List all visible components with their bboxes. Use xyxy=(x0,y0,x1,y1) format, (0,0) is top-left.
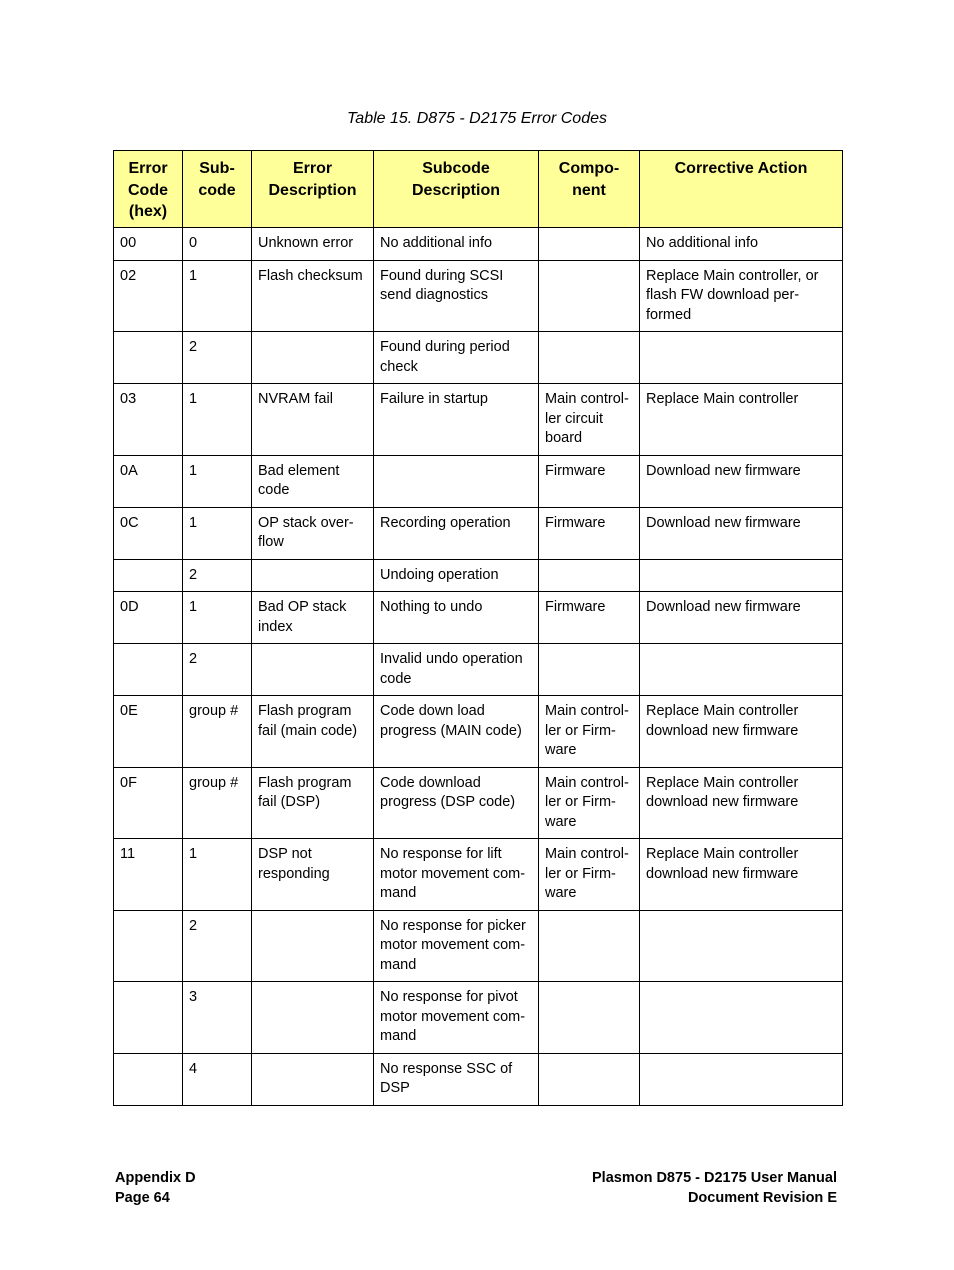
header-subcode-description-line: Description xyxy=(411,181,500,199)
cell-error-description-line: fail (DSP) xyxy=(258,794,321,810)
cell-corrective-action-line: formed xyxy=(646,306,692,323)
cell-subcode-description-line: mand xyxy=(380,1028,417,1044)
cell-component xyxy=(539,384,640,456)
cell-component-line: Firmware xyxy=(545,599,606,615)
table-row xyxy=(114,839,843,911)
cell-subcode-description-line: motor movement com- xyxy=(380,865,526,882)
cell-corrective-action-line: No additional info xyxy=(646,234,759,251)
header-error-description xyxy=(252,151,374,228)
table-row xyxy=(114,227,843,260)
table-row xyxy=(114,332,843,384)
cell-error-code-line: 0E xyxy=(120,703,138,719)
cell-subcode-description-line: Found during SCSI xyxy=(380,267,504,284)
header-component-line: nent xyxy=(572,181,606,199)
cell-subcode-description-line: motor movement com- xyxy=(380,1008,526,1025)
cell-subcode-description-line: progress (DSP code) xyxy=(380,794,516,810)
cell-component-line: ler or Firm- xyxy=(545,722,616,739)
footer-page-number: Page 64 xyxy=(115,1189,170,1206)
cell-subcode xyxy=(183,332,252,384)
cell-error-code xyxy=(114,260,183,332)
cell-subcode-line: 0 xyxy=(189,234,198,251)
header-component-line: Compo- xyxy=(558,160,620,177)
cell-component xyxy=(539,227,640,260)
cell-component xyxy=(539,592,640,644)
cell-corrective-action-line: Download new firmware xyxy=(646,514,801,531)
cell-error-code xyxy=(114,455,183,507)
cell-error-code-line: 03 xyxy=(120,391,137,407)
cell-corrective-action xyxy=(640,910,843,982)
cell-component xyxy=(539,260,640,332)
cell-subcode-line: 2 xyxy=(189,917,198,934)
cell-component-line: Main control- xyxy=(545,703,629,719)
cell-error-description xyxy=(252,982,374,1054)
cell-corrective-action xyxy=(640,839,843,911)
cell-component-line: ware xyxy=(545,742,577,758)
cell-corrective-action xyxy=(640,455,843,507)
cell-corrective-action-line: Replace Main controller xyxy=(646,846,799,862)
header-error-code-line: (hex) xyxy=(128,203,168,220)
cell-subcode-description-line: code xyxy=(380,670,412,687)
cell-error-code xyxy=(114,332,183,384)
footer-right xyxy=(592,1169,837,1208)
cell-subcode-description xyxy=(374,507,539,559)
cell-subcode-description-line: No response for lift xyxy=(380,846,502,862)
error-codes-table xyxy=(113,150,843,1106)
cell-subcode-line: 4 xyxy=(189,1060,198,1077)
cell-corrective-action-line: Replace Main controller xyxy=(646,703,799,719)
cell-subcode xyxy=(183,559,252,592)
table-row xyxy=(114,384,843,456)
cell-subcode-description xyxy=(374,227,539,260)
footer-appendix: Appendix D xyxy=(115,1170,196,1186)
cell-subcode-line: 1 xyxy=(189,462,198,479)
cell-corrective-action-line: Download new firmware xyxy=(646,599,801,615)
table-caption: Table 15. D875 - D2175 Error Codes xyxy=(347,110,607,127)
cell-error-code-line: 0F xyxy=(120,774,137,791)
cell-component xyxy=(539,455,640,507)
cell-component-line: board xyxy=(545,430,583,446)
cell-subcode-description-line: Invalid undo operation xyxy=(380,651,523,667)
table-row xyxy=(114,644,843,696)
cell-corrective-action xyxy=(640,559,843,592)
header-component xyxy=(539,151,640,228)
cell-corrective-action xyxy=(640,644,843,696)
footer-revision: Document Revision E xyxy=(687,1189,837,1206)
cell-error-description xyxy=(252,592,374,644)
cell-error-code xyxy=(114,910,183,982)
cell-component xyxy=(539,644,640,696)
cell-component-line: ler or Firm- xyxy=(545,794,616,810)
cell-error-description-line: fail (main code) xyxy=(258,722,358,739)
header-error-description-line: Description xyxy=(268,181,357,199)
cell-corrective-action-line: flash FW download per- xyxy=(646,287,800,303)
cell-subcode-line: 1 xyxy=(189,514,198,531)
table-row xyxy=(114,1053,843,1105)
cell-subcode-line: 2 xyxy=(189,566,198,583)
cell-error-description xyxy=(252,455,374,507)
table-row xyxy=(114,696,843,768)
cell-error-description-line: Flash program xyxy=(258,774,352,791)
table-row xyxy=(114,910,843,982)
cell-error-code-line: 02 xyxy=(120,267,137,284)
cell-corrective-action xyxy=(640,260,843,332)
cell-corrective-action-line: Download new firmware xyxy=(646,462,801,479)
cell-subcode xyxy=(183,227,252,260)
table-row xyxy=(114,767,843,839)
header-subcode-line: code xyxy=(198,181,236,199)
cell-error-description xyxy=(252,384,374,456)
cell-error-description-line: Bad OP stack xyxy=(258,599,347,615)
table-row xyxy=(114,559,843,592)
cell-subcode-description-line: Recording operation xyxy=(380,514,511,531)
footer-left xyxy=(115,1169,196,1208)
cell-error-description-line: Flash program xyxy=(258,703,352,719)
cell-error-description xyxy=(252,910,374,982)
cell-subcode-line: 3 xyxy=(189,989,198,1005)
cell-error-code xyxy=(114,644,183,696)
cell-error-description-line: Flash checksum xyxy=(258,267,363,284)
cell-error-code-line: 00 xyxy=(120,234,137,251)
cell-component xyxy=(539,507,640,559)
header-error-code xyxy=(114,151,183,228)
cell-component xyxy=(539,559,640,592)
cell-error-description xyxy=(252,507,374,559)
footer-manual-title: Plasmon D875 - D2175 User Manual xyxy=(592,1170,837,1186)
cell-subcode-description-line: Found during period xyxy=(380,339,510,355)
cell-error-description-line: OP stack over- xyxy=(258,514,354,531)
cell-subcode-description xyxy=(374,982,539,1054)
cell-error-description xyxy=(252,696,374,768)
cell-error-description-line: NVRAM fail xyxy=(258,391,333,407)
cell-error-description xyxy=(252,767,374,839)
cell-error-code-line: 0D xyxy=(120,599,139,615)
table-row xyxy=(114,507,843,559)
cell-subcode-line: group # xyxy=(189,703,239,719)
cell-error-code xyxy=(114,507,183,559)
cell-subcode-description xyxy=(374,767,539,839)
cell-component xyxy=(539,332,640,384)
cell-error-code xyxy=(114,227,183,260)
cell-subcode-line: 1 xyxy=(189,391,198,407)
table-body xyxy=(114,227,843,1105)
cell-subcode xyxy=(183,592,252,644)
cell-error-code-line: 0A xyxy=(120,462,138,479)
cell-corrective-action-line: Replace Main controller xyxy=(646,774,799,791)
cell-error-description xyxy=(252,260,374,332)
cell-subcode-line: 1 xyxy=(189,846,198,862)
cell-subcode-description xyxy=(374,559,539,592)
cell-corrective-action xyxy=(640,227,843,260)
cell-subcode-description-line: Nothing to undo xyxy=(380,599,483,615)
cell-subcode-description-line: Code down load xyxy=(380,703,485,719)
cell-error-description xyxy=(252,227,374,260)
cell-subcode-description-line: Code download xyxy=(380,774,481,791)
cell-subcode-line: 1 xyxy=(189,267,198,284)
cell-component-line: Firmware xyxy=(545,514,606,531)
cell-subcode-line: 1 xyxy=(189,599,198,615)
cell-subcode-line: group # xyxy=(189,774,239,791)
cell-component xyxy=(539,1053,640,1105)
cell-component-line: ware xyxy=(545,885,577,901)
cell-subcode-description xyxy=(374,332,539,384)
cell-error-description-line: flow xyxy=(258,534,284,550)
cell-subcode xyxy=(183,1053,252,1105)
cell-error-code xyxy=(114,1053,183,1105)
cell-subcode-description xyxy=(374,644,539,696)
header-corrective-action xyxy=(640,151,843,228)
header-error-description-line: Error xyxy=(292,160,333,177)
cell-corrective-action xyxy=(640,592,843,644)
cell-component-line: Main control- xyxy=(545,774,629,791)
cell-corrective-action xyxy=(640,696,843,768)
header-subcode xyxy=(183,151,252,228)
header-error-code-line: Error xyxy=(128,160,168,177)
cell-component-line: ware xyxy=(545,813,577,830)
cell-subcode xyxy=(183,260,252,332)
cell-subcode xyxy=(183,910,252,982)
cell-subcode-description-line: motor movement com- xyxy=(380,937,526,953)
cell-subcode xyxy=(183,507,252,559)
table-row xyxy=(114,455,843,507)
cell-corrective-action-line: Replace Main controller, or xyxy=(646,267,819,284)
cell-subcode-description-line: mand xyxy=(380,956,417,973)
table-row xyxy=(114,982,843,1054)
cell-subcode-description xyxy=(374,910,539,982)
cell-subcode-description-line: Failure in startup xyxy=(380,391,488,407)
cell-subcode-description xyxy=(374,260,539,332)
cell-corrective-action xyxy=(640,1053,843,1105)
table-row xyxy=(114,592,843,644)
cell-error-description-line: DSP not xyxy=(258,846,312,862)
cell-corrective-action-line: download new firmware xyxy=(646,794,799,810)
cell-error-description-line: Unknown error xyxy=(258,234,354,251)
cell-subcode-description-line: No response for pivot xyxy=(380,989,518,1005)
cell-error-code xyxy=(114,592,183,644)
header-subcode-description xyxy=(374,151,539,228)
cell-subcode xyxy=(183,644,252,696)
cell-error-code xyxy=(114,767,183,839)
cell-corrective-action-line: Replace Main controller xyxy=(646,391,799,407)
cell-error-code xyxy=(114,384,183,456)
cell-component xyxy=(539,696,640,768)
header-error-code-line: Code xyxy=(128,181,168,199)
cell-component xyxy=(539,767,640,839)
cell-subcode-description xyxy=(374,384,539,456)
cell-error-description xyxy=(252,644,374,696)
cell-error-description-line: Bad element xyxy=(258,462,340,479)
cell-error-code xyxy=(114,559,183,592)
cell-component-line: ler circuit xyxy=(545,410,604,427)
cell-subcode-description-line: No response SSC of xyxy=(380,1060,513,1077)
table-header-row xyxy=(114,151,843,228)
cell-component-line: Main control- xyxy=(545,391,629,407)
cell-subcode-line: 2 xyxy=(189,339,198,355)
cell-error-description-line: responding xyxy=(258,865,330,882)
cell-subcode xyxy=(183,839,252,911)
cell-error-code-line: 11 xyxy=(120,846,136,862)
cell-error-description xyxy=(252,559,374,592)
cell-error-description xyxy=(252,1053,374,1105)
cell-subcode-description-line: No additional info xyxy=(380,234,493,251)
cell-corrective-action xyxy=(640,507,843,559)
cell-corrective-action xyxy=(640,982,843,1054)
cell-error-code xyxy=(114,982,183,1054)
cell-component-line: Firmware xyxy=(545,462,606,479)
cell-error-code-line: 0C xyxy=(120,514,139,531)
cell-error-description xyxy=(252,839,374,911)
cell-subcode-description xyxy=(374,1053,539,1105)
cell-subcode xyxy=(183,455,252,507)
cell-subcode-description-line: mand xyxy=(380,885,417,901)
cell-component xyxy=(539,839,640,911)
cell-subcode-description-line: check xyxy=(380,358,418,375)
cell-error-description-line: index xyxy=(258,618,293,635)
cell-subcode xyxy=(183,384,252,456)
header-subcode-description-line: Subcode xyxy=(422,160,490,177)
cell-subcode xyxy=(183,767,252,839)
cell-subcode xyxy=(183,696,252,768)
cell-subcode-description-line: DSP xyxy=(380,1080,410,1096)
cell-subcode-description-line: send diagnostics xyxy=(380,287,489,303)
cell-error-code xyxy=(114,839,183,911)
cell-corrective-action-line: download new firmware xyxy=(646,865,799,882)
cell-subcode-description-line: progress (MAIN code) xyxy=(380,722,522,739)
cell-subcode-description xyxy=(374,839,539,911)
cell-error-code xyxy=(114,696,183,768)
cell-error-description xyxy=(252,332,374,384)
cell-subcode-description-line: No response for picker xyxy=(380,917,526,934)
cell-subcode-description xyxy=(374,696,539,768)
cell-corrective-action xyxy=(640,767,843,839)
cell-subcode-description xyxy=(374,592,539,644)
header-subcode-line: Sub- xyxy=(199,160,235,177)
cell-error-description-line: code xyxy=(258,482,290,498)
table-row xyxy=(114,260,843,332)
cell-component-line: Main control- xyxy=(545,846,629,862)
header-corrective-action-line: Corrective Action xyxy=(674,160,808,177)
cell-corrective-action-line: download new firmware xyxy=(646,722,799,739)
cell-component-line: ler or Firm- xyxy=(545,865,616,882)
cell-corrective-action xyxy=(640,332,843,384)
cell-subcode-description-line: Undoing operation xyxy=(380,566,499,583)
cell-corrective-action xyxy=(640,384,843,456)
cell-subcode-description xyxy=(374,455,539,507)
cell-component xyxy=(539,982,640,1054)
cell-component xyxy=(539,910,640,982)
cell-subcode-line: 2 xyxy=(189,651,198,667)
cell-subcode xyxy=(183,982,252,1054)
